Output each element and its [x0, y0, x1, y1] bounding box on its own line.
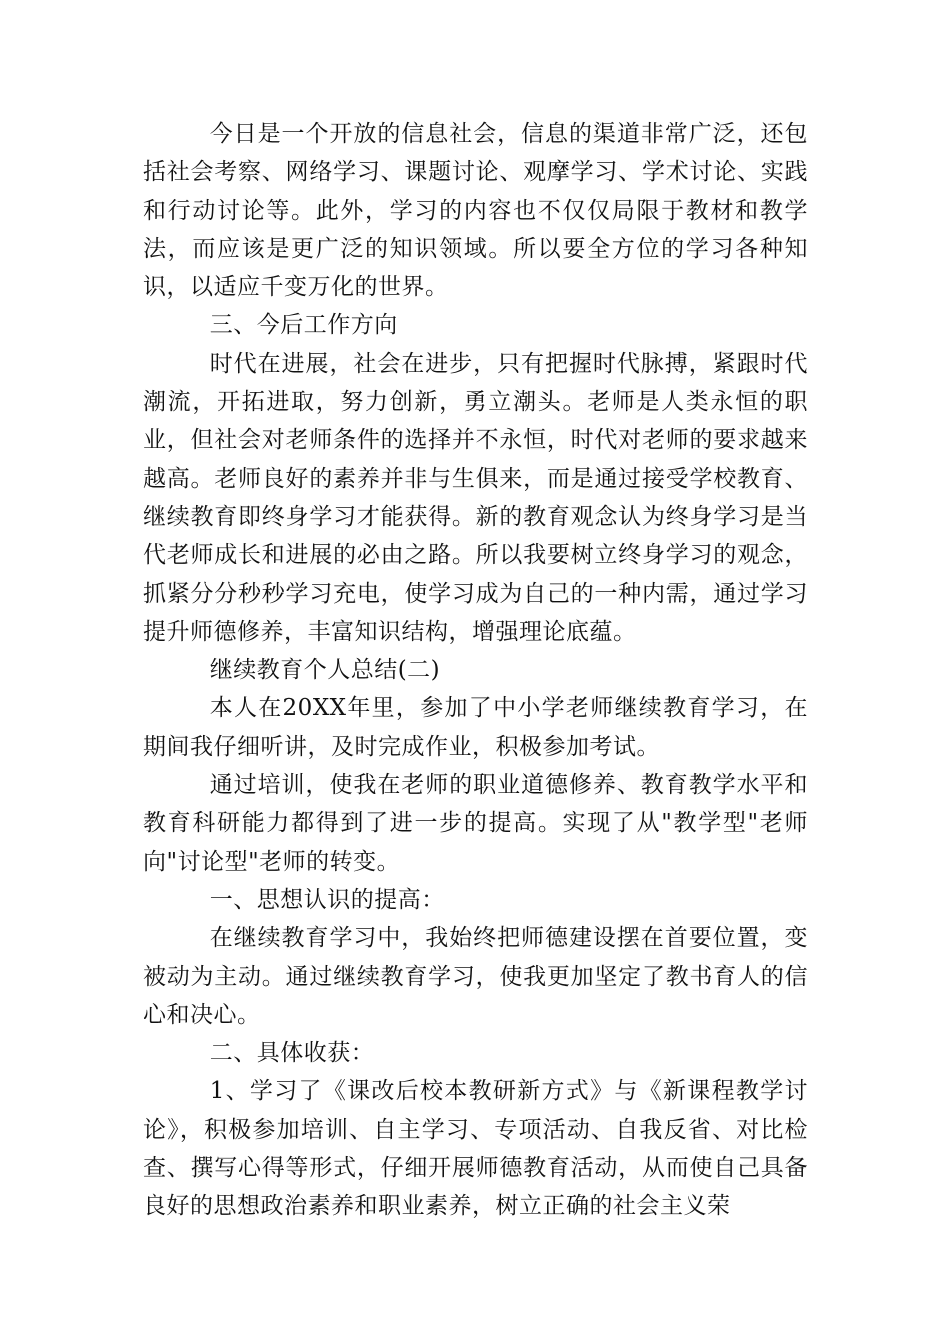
paragraph-participation: 本人在20XX年里，参加了中小学老师继续教育学习，在期间我仔细听讲，及时完成作业，积极参加考试。 — [143, 695, 808, 760]
paragraph-training-results: 通过培训，使我在老师的职业道德修养、教育教学水平和教育科研能力都得到了进一步的提高。实现了从"教学型"老师向"讨论型"老师的转变。 — [143, 772, 808, 875]
heading-specific-gains: 二、具体收获： — [209, 1040, 375, 1067]
paragraph-info-society: 今日是一个开放的信息社会，信息的渠道非常广泛，还包括社会考察、网络学习、课题讨论、观摩学习、学术讨论、实践和行动讨论等。此外，学习的内容也不仅仅局限于教材和教学法，而应该是更广泛的知识领域。所以要全方位的学习各种知识，以适应千变万化的世界。 — [143, 121, 808, 301]
paragraph-lifelong-learning: 时代在进展，社会在进步，只有把握时代脉搏，紧跟时代潮流，开拓进取，努力创新，勇立潮头。老师是人类永恒的职业，但社会对老师条件的选择并不永恒，时代对老师的要求越来越高。老师良好的素养并非与生俱来，而是通过接受学校教育、继续教育即终身学习才能获得。新的教育观念认为终身学习是当代老师成长和进展的必由之路。所以我要树立终身学习的观念，抓紧分分秒秒学习充电，使学习成为自己的一种内需，通过学习提升师德修养，丰富知识结构，增强理论底蕴。 — [143, 350, 808, 645]
heading-thought-improvement: 一、思想认识的提高： — [209, 886, 445, 913]
heading-summary-two: 继续教育个人总结(二) — [209, 657, 441, 684]
paragraph-ethics-priority: 在继续教育学习中，我始终把师德建设摆在首要位置，变被动为主动。通过继续教育学习，使我更加坚定了教书育人的信心和决心。 — [143, 925, 808, 1028]
paragraph-gain-one: 1、学习了《课改后校本教研新方式》与《新课程教学讨论》，积极参加培训、自主学习、专项活动、自我反省、对比检查、撰写心得等形式，仔细开展师德教育活动，从而使自己具备良好的思想政治素养和职业素养，树立正确的社会主义荣 — [143, 1078, 808, 1220]
heading-future-direction: 三、今后工作方向 — [209, 312, 398, 339]
document-body — [143, 115, 808, 1226]
